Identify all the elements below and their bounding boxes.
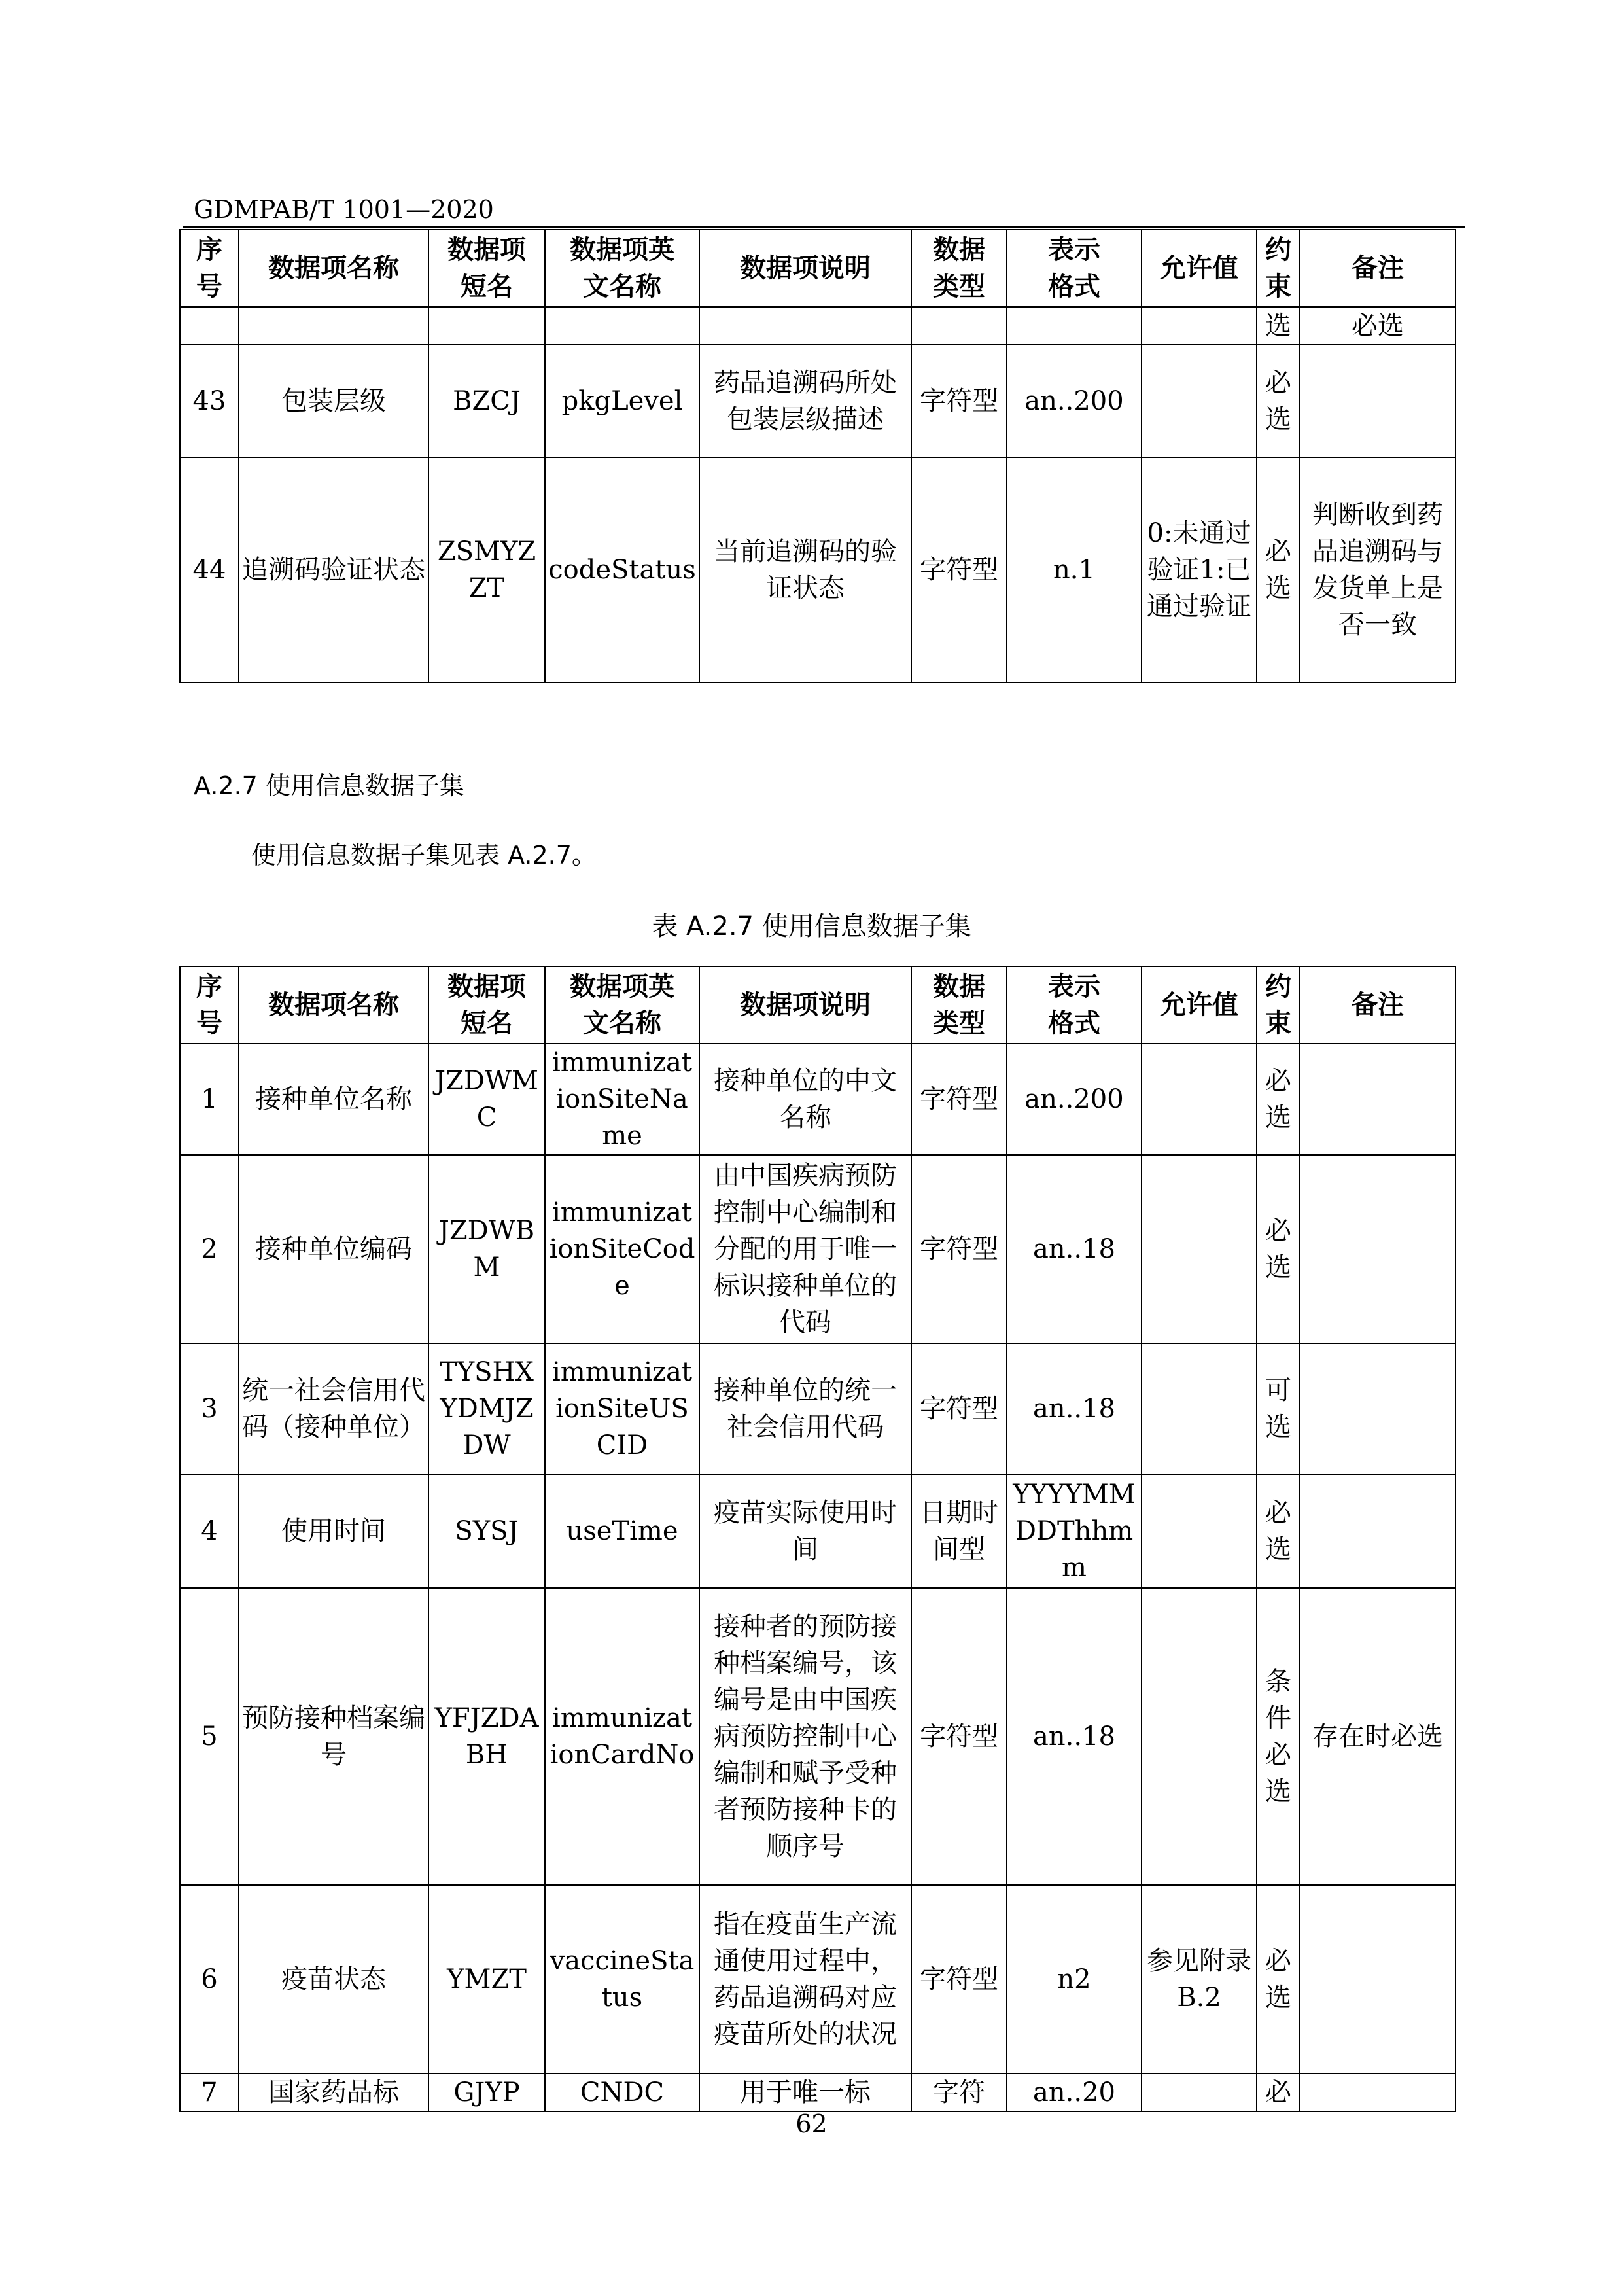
table-cell xyxy=(1300,345,1456,457)
table-cell: 必选 xyxy=(1257,1044,1300,1155)
table-row xyxy=(180,1343,1456,1474)
table-cell: 43 xyxy=(180,345,239,457)
table-cell xyxy=(1300,1343,1456,1474)
table-cell: GJYP xyxy=(428,2074,545,2111)
header-cell: 数据 类型 xyxy=(911,966,1007,1044)
table-cell xyxy=(1300,1474,1456,1588)
table-cell: 6 xyxy=(180,1885,239,2074)
table-cell: YFJZDABH xyxy=(428,1588,545,1885)
table-cell: 指在疫苗生产流通使用过程中，药品追溯码对应疫苗所处的状况 xyxy=(699,1885,911,2074)
table-cell xyxy=(1300,1885,1456,2074)
header-cell: 序 号 xyxy=(180,966,239,1044)
table-cell xyxy=(1142,1044,1257,1155)
header-cell: 数据项说明 xyxy=(699,230,911,307)
table-cell: 必选 xyxy=(1257,1474,1300,1588)
table-cell: 接种单位名称 xyxy=(239,1044,428,1155)
table-cell xyxy=(545,307,699,345)
table-row xyxy=(180,345,1456,457)
table-cell: YMZT xyxy=(428,1885,545,2074)
table-cell: YYYYMMDDThhmm xyxy=(1007,1474,1142,1588)
table-cell: 2 xyxy=(180,1155,239,1343)
table-cell: 疫苗状态 xyxy=(239,1885,428,2074)
header-cell: 允许值 xyxy=(1142,230,1257,307)
table-row xyxy=(180,1474,1456,1588)
table-cell xyxy=(1142,1588,1257,1885)
table-cell: 必选 xyxy=(1300,307,1456,345)
table-cell: immunizationSiteUSCID xyxy=(545,1343,699,1474)
table-cell: an..18 xyxy=(1007,1588,1142,1885)
header-cell: 数据项名称 xyxy=(239,966,428,1044)
table-cell: 用于唯一标 xyxy=(699,2074,911,2111)
table-cell: 字符型 xyxy=(911,345,1007,457)
table-cell: TYSHXYDMJZDW xyxy=(428,1343,545,1474)
table-cell: 必选 xyxy=(1257,457,1300,682)
table-cell: 可选 xyxy=(1257,1343,1300,1474)
table-cell: ZSMYZZT xyxy=(428,457,545,682)
table-cell: 由中国疾病预防控制中心编制和分配的用于唯一标识接种单位的代码 xyxy=(699,1155,911,1343)
table-cell: 0:未通过验证1:已通过验证 xyxy=(1142,457,1257,682)
table-cell: 5 xyxy=(180,1588,239,1885)
table-cell: 选 xyxy=(1257,307,1300,345)
header-cell: 表示 格式 xyxy=(1007,230,1142,307)
section-heading: A.2.7 使用信息数据子集 xyxy=(194,771,464,800)
header-cell: 约 束 xyxy=(1257,230,1300,307)
header-cell: 序 号 xyxy=(180,230,239,307)
table-cell: 接种单位的统一社会信用代码 xyxy=(699,1343,911,1474)
table-cell: 疫苗实际使用时间 xyxy=(699,1474,911,1588)
table-cell: immunizationSiteName xyxy=(545,1044,699,1155)
table-cell: 必选 xyxy=(1257,1155,1300,1343)
table-cell: 药品追溯码所处包装层级描述 xyxy=(699,345,911,457)
table-cell: 接种者的预防接种档案编号，该编号是由中国疾病预防控制中心编制和赋予受种者预防接种卡的顺序号 xyxy=(699,1588,911,1885)
table-cell: an..20 xyxy=(1007,2074,1142,2111)
table-cell: JZDWBM xyxy=(428,1155,545,1343)
table-cell: an..18 xyxy=(1007,1155,1142,1343)
table-cell: useTime xyxy=(545,1474,699,1588)
table-cell xyxy=(1300,1155,1456,1343)
table-cell: 参见附录B.2 xyxy=(1142,1885,1257,2074)
table-cell: codeStatus xyxy=(545,457,699,682)
table-cell xyxy=(239,307,428,345)
table-cell: 字符型 xyxy=(911,1588,1007,1885)
table-cell: 使用时间 xyxy=(239,1474,428,1588)
table-cell: 存在时必选 xyxy=(1300,1588,1456,1885)
table-cell: JZDWMC xyxy=(428,1044,545,1155)
table-cell xyxy=(1007,307,1142,345)
table-cell: 预防接种档案编号 xyxy=(239,1588,428,1885)
table-cell xyxy=(1142,1474,1257,1588)
table-cell: 字符型 xyxy=(911,1343,1007,1474)
table-cell: vaccineStatus xyxy=(545,1885,699,2074)
table-cell: 包装层级 xyxy=(239,345,428,457)
table-cell: BZCJ xyxy=(428,345,545,457)
table-cell xyxy=(428,307,545,345)
table-cell: 7 xyxy=(180,2074,239,2111)
table-cell: 当前追溯码的验证状态 xyxy=(699,457,911,682)
table-caption: 表 A.2.7 使用信息数据子集 xyxy=(652,911,971,942)
table-cell: n.1 xyxy=(1007,457,1142,682)
table-cell xyxy=(1142,1155,1257,1343)
table-cell: 国家药品标 xyxy=(239,2074,428,2111)
table-cell: n2 xyxy=(1007,1885,1142,2074)
table-header-row xyxy=(180,230,1456,307)
table-cell: 必选 xyxy=(1257,345,1300,457)
table-cell: 1 xyxy=(180,1044,239,1155)
table-cell xyxy=(1300,2074,1456,2111)
header-cell: 数据项 短名 xyxy=(428,966,545,1044)
table-cell: 接种单位编码 xyxy=(239,1155,428,1343)
table-cell: 日期时间型 xyxy=(911,1474,1007,1588)
table-cell: 字符 xyxy=(911,2074,1007,2111)
table-cell: immunizationCardNo xyxy=(545,1588,699,1885)
table-cell: 3 xyxy=(180,1343,239,1474)
table-row xyxy=(180,1588,1456,1885)
table-cell: 44 xyxy=(180,457,239,682)
header-cell: 数据项英 文名称 xyxy=(545,966,699,1044)
table-row xyxy=(180,1155,1456,1343)
table-cell: SYSJ xyxy=(428,1474,545,1588)
header-cell: 数据项名称 xyxy=(239,230,428,307)
table-row xyxy=(180,2074,1456,2111)
table-cell: 必 xyxy=(1257,2074,1300,2111)
table-cell: 条件必选 xyxy=(1257,1588,1300,1885)
usage-info-table xyxy=(179,966,1456,2112)
continued-data-table xyxy=(179,229,1456,683)
table-cell: 字符型 xyxy=(911,457,1007,682)
table-cell: 接种单位的中文名称 xyxy=(699,1044,911,1155)
header-cell: 数据项 短名 xyxy=(428,230,545,307)
table-row xyxy=(180,1044,1456,1155)
table-header-row xyxy=(180,966,1456,1044)
header-rule xyxy=(183,226,1465,228)
header-cell: 备注 xyxy=(1300,230,1456,307)
table-row xyxy=(180,457,1456,682)
header-cell: 表示 格式 xyxy=(1007,966,1142,1044)
table-cell: an..200 xyxy=(1007,345,1142,457)
table-cell: an..200 xyxy=(1007,1044,1142,1155)
table-cell xyxy=(1142,345,1257,457)
table-cell: 追溯码验证状态 xyxy=(239,457,428,682)
header-cell: 数据项英 文名称 xyxy=(545,230,699,307)
table-cell xyxy=(1142,1343,1257,1474)
table-cell: 统一社会信用代码（接种单位） xyxy=(239,1343,428,1474)
header-cell: 数据 类型 xyxy=(911,230,1007,307)
table-row xyxy=(180,1885,1456,2074)
table-row xyxy=(180,307,1456,345)
table-cell xyxy=(1142,307,1257,345)
table-cell: 4 xyxy=(180,1474,239,1588)
table-cell: 字符型 xyxy=(911,1885,1007,2074)
table-cell: 字符型 xyxy=(911,1155,1007,1343)
page-number: 62 xyxy=(795,2110,828,2138)
header-cell: 约 束 xyxy=(1257,966,1300,1044)
section-paragraph: 使用信息数据子集见表 A.2.7。 xyxy=(251,841,597,870)
table-cell xyxy=(180,307,239,345)
table-cell xyxy=(911,307,1007,345)
header-cell: 数据项说明 xyxy=(699,966,911,1044)
table-cell: 字符型 xyxy=(911,1044,1007,1155)
table-cell: 判断收到药品追溯码与发货单上是否一致 xyxy=(1300,457,1456,682)
table-cell: immunizationSiteCode xyxy=(545,1155,699,1343)
table-cell: 必选 xyxy=(1257,1885,1300,2074)
table-cell: an..18 xyxy=(1007,1343,1142,1474)
table-cell xyxy=(1300,1044,1456,1155)
header-cell: 允许值 xyxy=(1142,966,1257,1044)
table-cell xyxy=(699,307,911,345)
standard-code: GDMPAB/T 1001—2020 xyxy=(194,195,494,224)
table-cell xyxy=(1142,2074,1257,2111)
header-cell: 备注 xyxy=(1300,966,1456,1044)
table-cell: pkgLevel xyxy=(545,345,699,457)
table-cell: CNDC xyxy=(545,2074,699,2111)
